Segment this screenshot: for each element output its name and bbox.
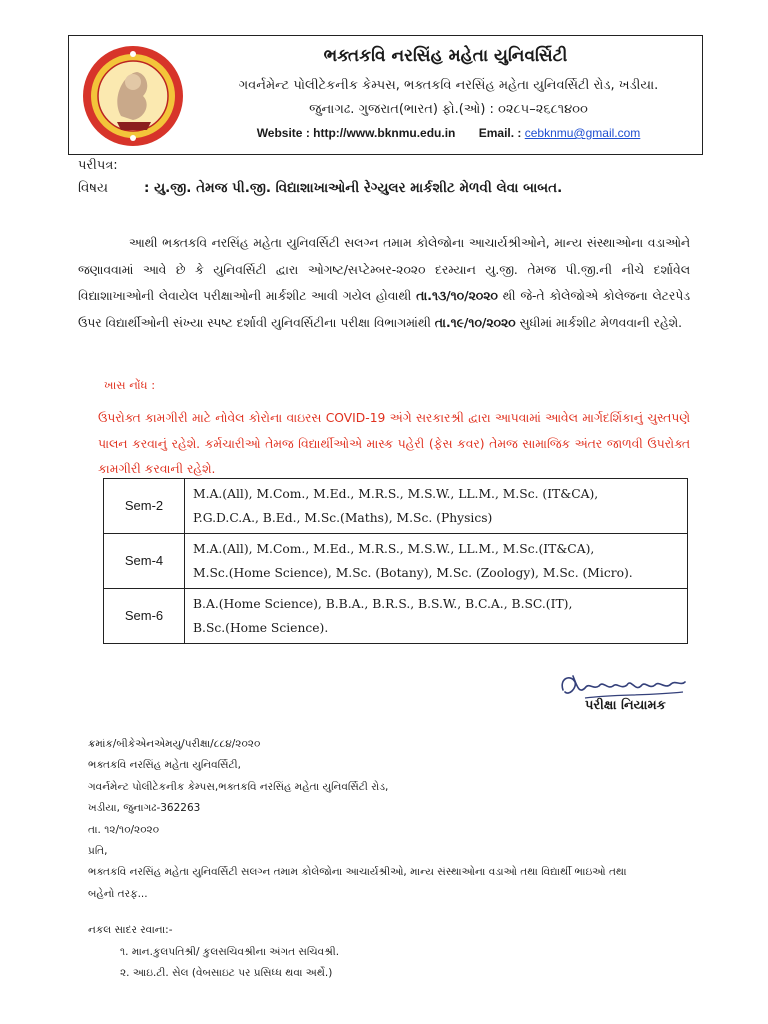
subject-text: : યુ.જી. તેમજ પી.જી. વિદ્યાશાખાઓની રેગ્યુલર માર્કશીટ મેળવી લેવા બાબત. [144,180,563,196]
subject-label: વિષય [78,180,109,196]
university-seal-logo [81,44,185,148]
course-line: P.G.D.C.A., B.Ed., M.Sc.(Maths), M.Sc. (Physics) [193,511,493,525]
from-line: ભક્તકવિ નરસિંહ મહેતા યુનિવર્સિટી, [88,759,241,772]
course-list [185,589,688,644]
semester-label: Sem-6 [104,589,185,644]
course-list [185,534,688,589]
from-line: ખડીયા, જુનાગઢ-362263 [88,802,201,815]
university-name: ભક્તકવિ નરસિંહ મહેતા યુનિવર્સિટી [323,46,568,66]
email-label: Email. : [478,126,525,140]
body-text-1: આથી ભક્તકવિ નરસિંહ મહેતા યુનિવર્સિટી સલગ્ન તમામ કોલેજોના આચાર્યશ્રીઓને, માન્ય સંસ્થાઓના વડાઓને જણાવવામાં આવે છે કે યુનિવર્સિટી દ્વારા ઓગષ્ટ/સપ્ટેમ્બર-૨૦૨૦ દરમ્યાન યુ.જી. તેમજ પી.જી.ની નીચે દર્શાવેલ વિદ્યાશાખાઓની લેવાયેલ પરીક્ષાઓની માર્કશીટ આવી ગયેલ હોવાથી [78,236,691,303]
date-from: તા.૧૩/૧૦/૨૦૨૦ [416,289,498,303]
special-note-text: ઉપરોક્ત કામગીરી માટે નોવેલ કોરોના વાઇરસ COVID-19 અંગે સરકારશ્રી દ્વારા આપવામાં આવેલ માર્ગદર્શિકાનું ચુસ્તપણે પાલન કરવાનું રહેશે. કર્મચારીઓ તેમજ વિદ્યાર્થીઓએ માસ્ક પહેરી (ફેસ કવર) તેમજ સામાજિક અંતર જાળવી ઉપરોક્ત કામગીરી કરવાની રહેશે. [98,411,690,476]
copy-item: ૨. આઇ.ટી. સેલ (વેબસાઇટ પર પ્રસિધ્ધ થવા અર્થે.) [120,967,333,980]
table-row [104,479,688,534]
course-line: M.Sc.(Home Science), M.Sc. (Botany), M.Sc. (Zoology), M.Sc. (Micro). [193,566,633,580]
university-city-phone: જુનાગઢ. ગુજરાત(ભારત) ફો.(ઓ) : ૦૨૮૫–૨૬૮૧૪૦૦ [309,102,588,117]
contact-line [199,126,698,140]
to-label: પ્રતિ, [88,845,108,858]
subject-line [78,180,562,196]
to-line: બહેનો તરફ... [88,887,148,900]
course-list [185,479,688,534]
website-label: Website : [256,126,314,140]
reference-date: તા. ૧૨/૧૦/૨૦૨૦ [88,823,160,836]
university-address: ગવર્નમેન્ટ પોલીટેકનીક કેમ્પસ, ભક્તકવિ નરસિંહ મહેતા યુનિવર્સિટી રોડ, ખડીયા. [238,78,659,93]
table-row [104,589,688,644]
email-link[interactable]: cebknmu@gmail.com [524,126,641,140]
semester-table [103,478,688,644]
special-note-title: ખાસ નોંધ : [104,378,156,392]
semester-label: Sem-2 [104,479,185,534]
body-text-3: સુધીમાં માર્કશીટ મેળવવાની રહેશે. [515,315,683,330]
course-line: M.A.(All), M.Com., M.Ed., M.R.S., M.S.W., LL.M., M.Sc. (IT&CA), [193,486,599,501]
course-line: B.A.(Home Science), B.B.A., B.R.S., B.S.W., B.C.A., B.SC.(IT), [193,596,573,611]
copy-label: નકલ સાદર રવાના:- [88,924,173,937]
body-text-2: થી જે-તે કોલેજોએ કોલેજના લેટરપેડ ઉપર વિદ્યાર્થીઓની સંખ્યા સ્પષ્ટ દર્શાવી યુનિવર્સિટીના પરીક્ષા વિભાગમાંથી [78,289,690,330]
designation: પરીક્ષા નિયામક [585,698,666,713]
reference-block [88,734,708,984]
copy-item: ૧. માન.કુલપતિશ્રી/ કુલસચિવશ્રીના અંગત સચિવશ્રી. [120,945,340,958]
from-line: ગવર્નમેન્ટ પોલીટેકનીક કેમ્પસ,ભક્તકવિ નરસિંહ મહેતા યુનિવર્સિટી રોડ, [88,780,389,793]
reference-number: ક્રમાંક/બીકેએનએમયુ/પરીક્ષા/૮૮૪/૨૦૨૦ [88,738,261,750]
letterhead [68,35,703,155]
body-paragraph [78,230,690,336]
to-line: ભક્તકવિ નરસિંહ મહેતા યુનિવર્સિટી સલગ્ન તમામ કોલેજોના આચાર્યશ્રીઓ, માન્ય સંસ્થાઓના વડાઓ તથા વિદ્યાર્થી ભાઇઓ તથા [88,866,627,879]
date-to: તા.૧૯/૧૦/૨૦૨૦ [434,315,516,330]
table-row [104,534,688,589]
course-line: M.A.(All), M.Com., M.Ed., M.R.S., M.S.W., LL.M., M.Sc.(IT&CA), [193,541,595,556]
circular-label: પરીપત્ર: [78,158,118,173]
website-link[interactable]: http://www.bknmu.edu.in [313,126,456,140]
course-line: B.Sc.(Home Science). [193,621,329,635]
semester-label: Sem-4 [104,534,185,589]
